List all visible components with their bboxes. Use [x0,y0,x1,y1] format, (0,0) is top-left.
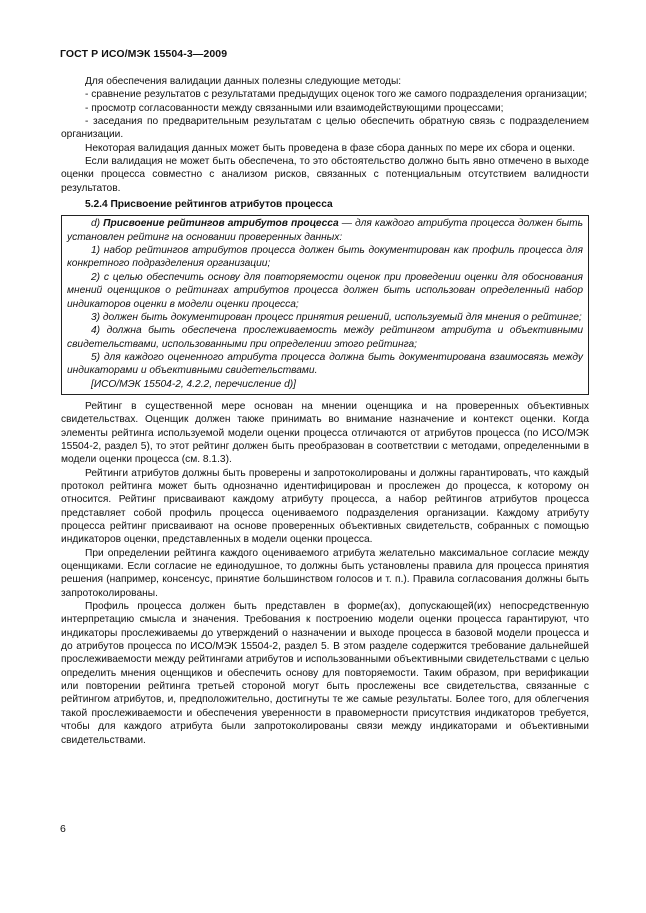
intro-list-item: - сравнение результатов с результатами предыдущих оценок того же самого подразделения организации; [85,89,588,101]
box-list-item: 1) набор рейтингов атрибутов процесса должен быть документирован как профиль процесса для конкретного подразделения организации; [67,245,583,270]
section-heading: 5.2.4 Присвоение рейтингов атрибутов процесса [85,199,333,211]
body-paragraph: Рейтинги атрибутов должны быть проверены и запротоколированы и должны гарантировать, что каждый протокол рейтинга может быть однозначно идентифицирован и прослежен до процесса, к которому он относится. Рейтинг присваивают каждому атрибуту процесса, а набор рейтингов атрибутов процесса представляет собой профиль процесса оцениваемого подразделения организации. Каждому атрибуту процесса рейтинг присваивают на основе проверенных объективных свидетельств, собранных с помощью индикаторов оценки, представленных в модели оценки процесса. [61,467,589,546]
intro-list-item: - просмотр согласованности между связанными или взаимодействующими процессами; [85,102,504,114]
box-list-item: 3) должен быть документирован процесс принятия решений, используемый для мнения о рейтинге; [91,311,582,323]
page-number: 6 [60,823,66,835]
body-paragraph: Рейтинг в существенной мере основан на мнении оценщика и на проверенных объективных свидетельствах. Оценщик должен также принимать во внимание назначение и контекст оценки. Когда элементы рейтинга используемой модели оценки процесса отличаются от атрибутов процесса (по ИСО/МЭК 15504-2, раздел 5), то этот рейтинг должен быть преобразован в соответствии с методами, определенными в модели оценки процесса (см. 8.1.3). [61,400,589,466]
intro-list-item: - заседания по предварительным результатам с целью обеспечить обратную связь с подразделением организации. [61,116,589,141]
box-list-item: 2) с целью обеспечить основу для повторяемости оценок при проведении оценки для обоснования мнений оценщиков о рейтингах атрибутов процесса должен быть использован определенный набор индикаторов оценки в модели оценки процесса; [67,271,583,310]
page-content [61,75,589,747]
body-paragraph: При определении рейтинга каждого оцениваемого атрибута желательно максимальное согласие между оценщиками. Если согласие не единодушное, то должны быть установлены правила для процесса принятия решения (например, консенсус, принятие большинством голосов и т. п.). Правила согласования должны быть запротоколированы. [61,547,589,599]
box-lead-prefix: d) [91,218,104,230]
standard-header: ГОСТ Р ИСО/МЭК 15504-3—2009 [60,48,228,60]
box-lead-rest: — для каждого атрибута процесса должен быть установлен рейтинг на основании проверенных данных: [67,218,583,243]
intro-paragraph: Для обеспечения валидации данных полезны следующие методы: [85,76,402,87]
box-reference: [ИСО/МЭК 15504-2, 4.2.2, перечисление d)] [91,378,297,390]
box-list-item: 5) для каждого оцененного атрибута процесса должна быть документирована взаимосвязь между индикаторами и объективными свидетельствами. [67,351,583,377]
quoted-requirement-box [61,215,589,394]
box-list-item: 4) должна быть обеспечена прослеживаемость между рейтингом атрибута и объективными свидетельствами, использованными при определении этого рейтинга; [67,325,583,350]
intro-paragraph: Если валидация не может быть обеспечена, то это обстоятельство должно быть явно отмечено в выходе оценки процесса совместно с анализом рисков, связанных с потенциальным отсутствием валидности результатов. [61,156,589,194]
body-paragraph: Профиль процесса должен быть представлен в форме(ах), допускающей(их) непосредственную интерпретацию смысла и значения. Требования к построению модели оценки процесса гарантируют, что индикаторы прослеживаемы до утверждений о назначении и выходе процесса в базовой модели процесса и до атрибутов процесса по ИСО/МЭК 15504-2, раздел 5. В этом разделе содержится требование дальнейшей прослеживаемости между рейтингами атрибутов и использованными объективными свидетельствами с целью определить мнения оценщиков и обеспечить основу для повторяемости. Таким образом, при верификации или повторении рейтинга третьей стороной могут быть прослежены все свидетельства, связанные с рейтингом атрибутов, и, предположительно, достигнуты те же самые результаты. Более того, для облегчения такой прослеживаемости и обеспечения уверенности в правомерности присутствия индикаторов требуется, чтобы для каждого атрибута были запротоколированы связи между индикаторами и объективными свидетельствами. [61,601,589,746]
box-lead [67,217,583,244]
box-lead-bold: Присвоение рейтингов атрибутов процесса [103,218,339,230]
intro-paragraph: Некоторая валидация данных может быть проведена в фазе сбора данных по мере их сбора и оценки. [85,142,576,154]
